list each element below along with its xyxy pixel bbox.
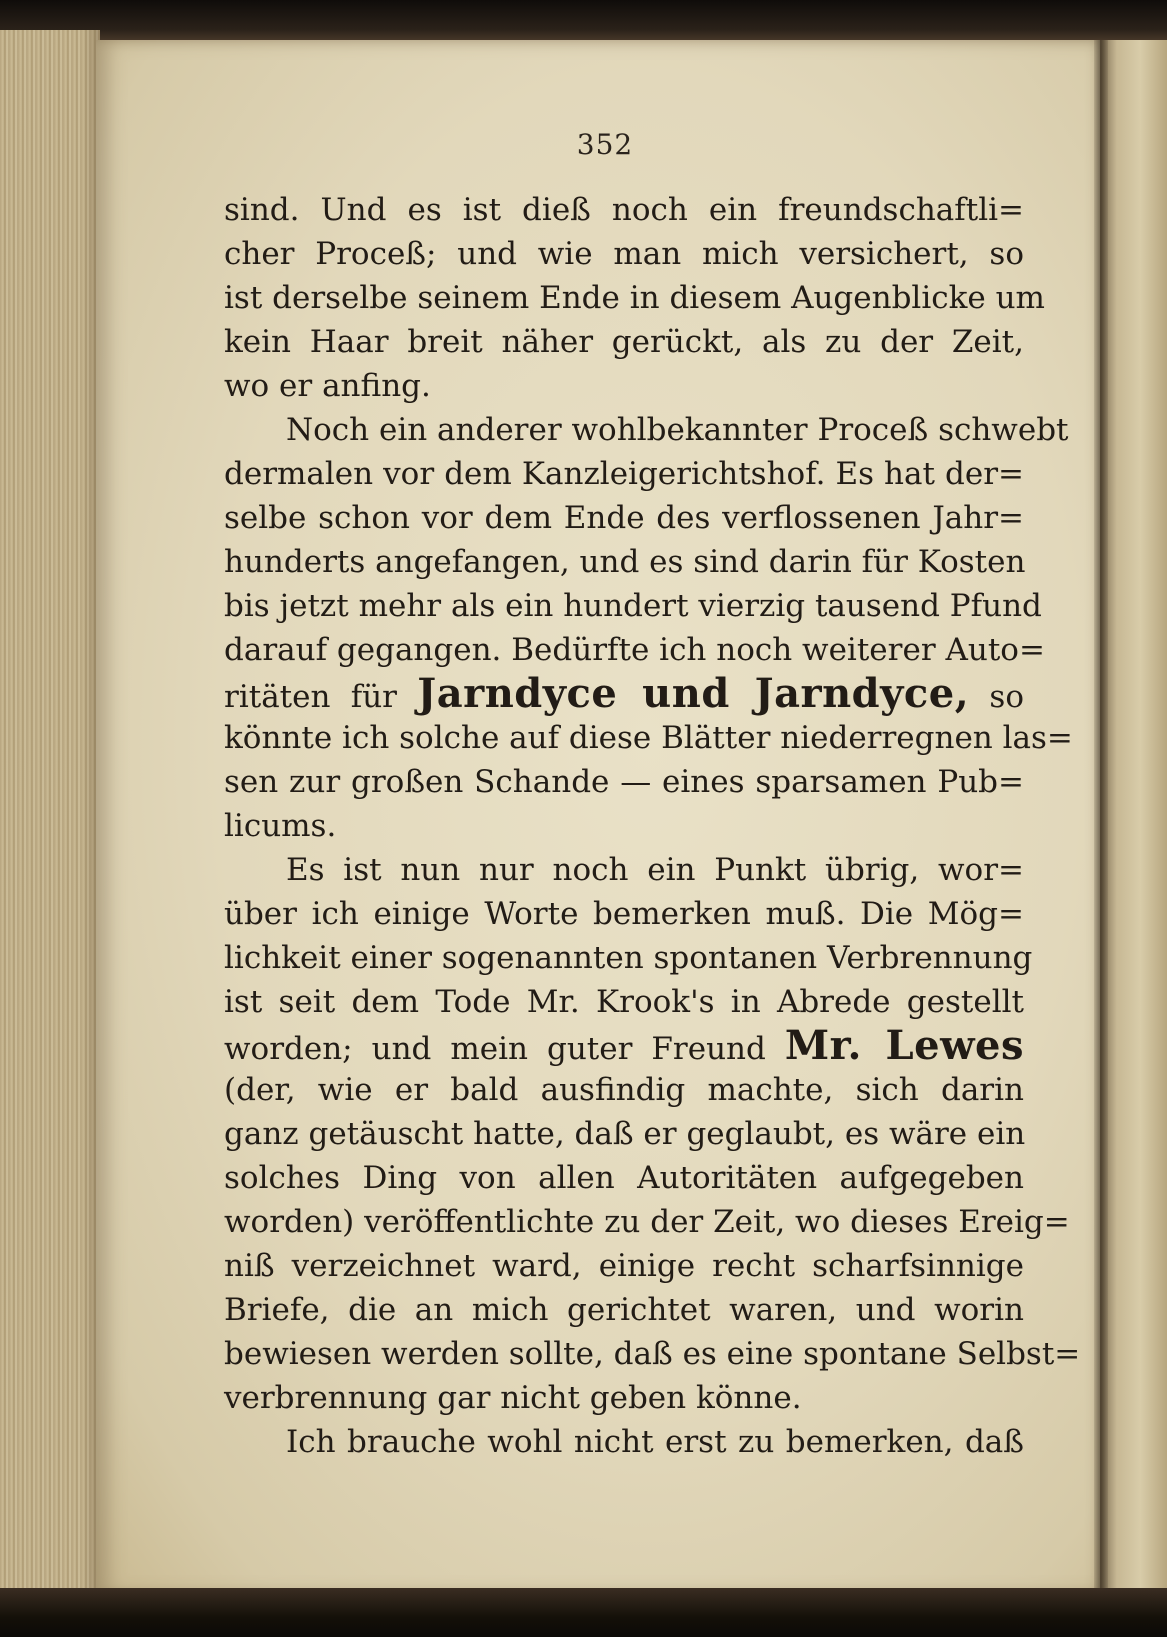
text-line: lichkeit einer sogenannten spontanen Verbrennung [224, 940, 1033, 976]
page-gutter [1094, 40, 1108, 1595]
text-line: Noch ein anderer wohlbekannter Proceß schwebt [286, 412, 1069, 448]
text-line: bis jetzt mehr als ein hundert vierzig tausend Pfund [224, 588, 1042, 624]
body-text [224, 188, 1081, 1464]
text-line: Briefe, die an mich gerichtet waren, und worin [224, 1292, 1024, 1328]
text-line: ganz getäuscht hatte, daß er geglaubt, es wäre ein [224, 1116, 1026, 1152]
text-line: kein Haar breit näher gerückt, als zu der Zeit, [224, 324, 1024, 360]
emphasis-name-lewes: Mr. Lewes [784, 1022, 1025, 1069]
page-edges [0, 30, 100, 1600]
text-line: über ich einige Worte bemerken muß. Die Mög= [224, 896, 1024, 932]
text-line: darauf gegangen. Bedürfte ich noch weiterer Auto= [224, 632, 1045, 668]
text-line: wo er anfing. [224, 368, 431, 404]
text-line: solches Ding von allen Autoritäten aufgegeben [224, 1160, 1024, 1196]
text-line: niß verzeichnet ward, einige recht scharfsinnige [224, 1248, 1024, 1284]
text-line: ist seit dem Tode Mr. Krook's in Abrede gestellt [224, 984, 1024, 1020]
text-line: Es ist nun nur noch ein Punkt übrig, wor= [286, 852, 1024, 888]
text-line: Ich brauche wohl nicht erst zu bemerken, daß [286, 1424, 1024, 1460]
text-line: bewiesen werden sollte, daß es eine spontane Selbst= [224, 1336, 1081, 1372]
text-line: sind. Und es ist dieß noch ein freundschaftli= [224, 192, 1024, 228]
text-line: könnte ich solche auf diese Blätter niederregnen las= [224, 720, 1073, 756]
text-line: licums. [224, 808, 337, 844]
text-line-part: ritäten für [224, 679, 397, 715]
text-line: ist derselbe seinem Ende in diesem Augenblicke um [224, 280, 1045, 316]
text-line: worden) veröffentlichte zu der Zeit, wo dieses Ereig= [224, 1204, 1070, 1240]
text-line: selbe schon vor dem Ende des verflossenen Jahr= [224, 500, 1024, 536]
text-line [224, 672, 1024, 716]
text-line: verbrennung gar nicht geben könne. [224, 1380, 802, 1416]
page-number: 352 [576, 128, 634, 161]
book-cover-top [0, 0, 1167, 42]
text-line: hunderts angefangen, und es sind darin für Kosten [224, 544, 1026, 580]
text-line: (der, wie er bald ausfindig machte, sich darin [224, 1072, 1024, 1108]
emphasis-title-jarndyce: Jarndyce und Jarndyce, [417, 670, 970, 717]
text-line-part: so [989, 679, 1024, 715]
next-page-edge [1100, 40, 1167, 1595]
text-line: cher Proceß; und wie man mich versichert, so [224, 236, 1024, 272]
text-line [224, 1024, 1024, 1068]
text-line-part: worden; und mein guter Freund [224, 1031, 766, 1067]
book-cover-bottom [0, 1588, 1167, 1637]
text-line: dermalen vor dem Kanzleigerichtshof. Es hat der= [224, 456, 1024, 492]
text-line: sen zur großen Schande — eines sparsamen Pub= [224, 764, 1024, 800]
